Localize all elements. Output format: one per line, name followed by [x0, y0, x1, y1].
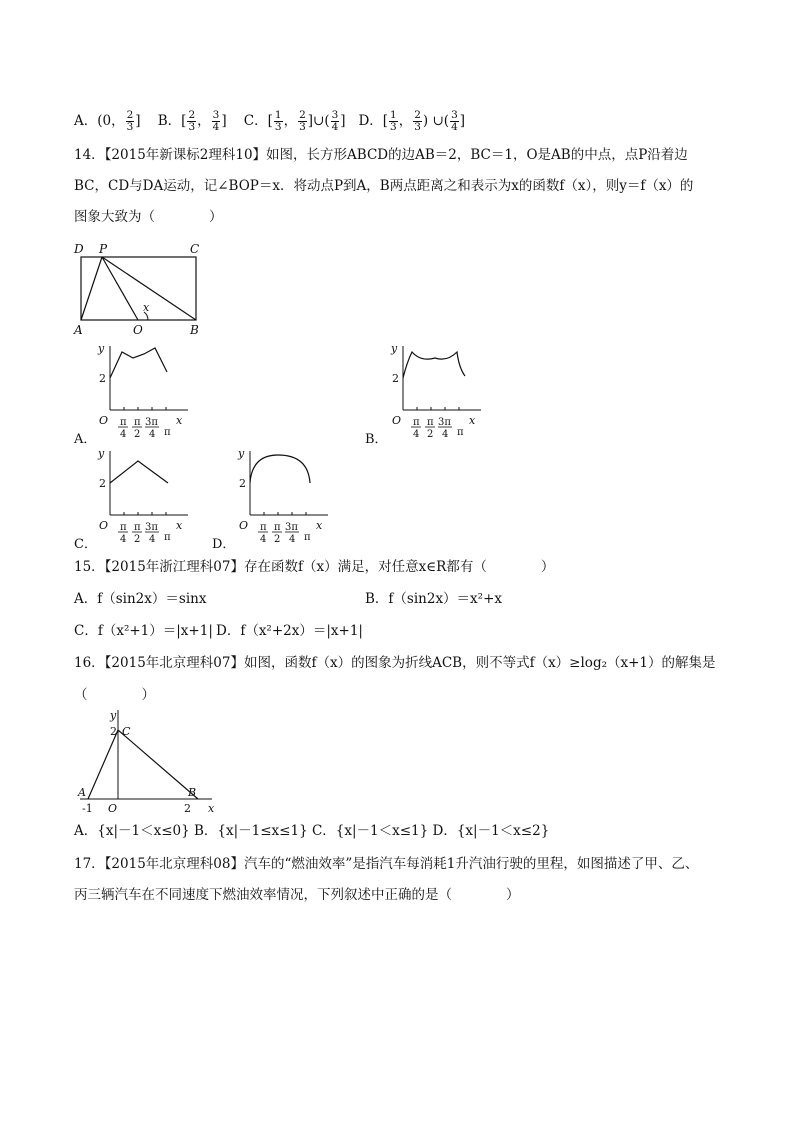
label-o: O [133, 323, 143, 337]
q14-option-c-label: C． [74, 537, 97, 552]
axis-x-label: x [176, 414, 183, 427]
label-a: A [74, 323, 83, 337]
q14-option-b-label: B． [365, 432, 388, 447]
axis-y-label: y [238, 447, 245, 460]
tick-3pi4-den: 4 [149, 429, 156, 440]
tick-pi2-num: π [274, 522, 281, 533]
tick-pi4-num: π [413, 417, 420, 428]
origin-label: O [99, 414, 109, 427]
q13-option-d: D．[ $\frac{1}{3}$ ， $\frac{2}{3}$ ) ∪( $\frac{3}{4}$ ] [358, 109, 466, 133]
tick-pi2-den: 2 [134, 534, 141, 545]
tick-pi4-den: 4 [260, 534, 267, 545]
point-c-label: C [122, 725, 131, 738]
tick-3pi4-num: 3π [145, 417, 158, 428]
q13-option-b: B．[ $\frac{2}{3}$ ， $\frac{3}{4}$ ] [157, 109, 227, 133]
label-x: x [143, 301, 150, 314]
tick-pi-label: π [164, 427, 171, 438]
q16-line-2: （ ） [74, 687, 155, 703]
tick-2-label: 2 [239, 477, 246, 490]
tick-3pi4-num: 3π [438, 417, 451, 428]
origin-label: O [392, 414, 402, 427]
axis-y-label: y [98, 447, 105, 460]
axis-x-label: x [208, 802, 215, 815]
q14-graph-a [90, 340, 210, 440]
tick-3pi4-den: 4 [442, 429, 449, 440]
tick-2-label: 2 [99, 372, 106, 385]
q13-options [74, 108, 465, 134]
tick-pi2-den: 2 [134, 429, 141, 440]
axis-y-label: y [110, 709, 117, 722]
origin-label: O [99, 519, 109, 532]
tick-pi4-num: π [120, 522, 127, 533]
tick-pi2-den: 2 [274, 534, 281, 545]
q15-option-c: C．f（x²+1）＝|x+1| [74, 623, 213, 639]
q14-graph-d [230, 445, 350, 545]
axis-y-label: y [391, 342, 398, 355]
axis-x-label: x [469, 414, 476, 427]
q14-option-a-label: A． [74, 432, 97, 447]
axis-x-label: x [176, 519, 183, 532]
tick-2-label: 2 [392, 372, 399, 385]
tick-pi2-den: 2 [427, 429, 434, 440]
origin-label: O [239, 519, 249, 532]
q17-line-2: 丙三辆汽车在不同速度下燃油效率情况，下列叙述中正确的是（ ） [74, 887, 520, 903]
q14-line-1: 14．【2015年新课标2理科10】如图，长方形ABCD的边AB＝2，BC＝1，O是AB的中点，点P沿着边 [74, 147, 688, 163]
point-b-label: B [188, 786, 197, 799]
q15-option-b: B．f（sin2x）＝x²+x [365, 591, 503, 607]
tick-pi-label: π [457, 427, 464, 438]
tick-x-2-label: 2 [184, 802, 191, 815]
tick-pi-label: π [164, 532, 171, 543]
tick-3pi4-den: 4 [149, 534, 156, 545]
tick-pi4-den: 4 [413, 429, 420, 440]
axis-y-label: y [98, 342, 105, 355]
axis-x-label: x [316, 519, 323, 532]
q14-graph-b [383, 340, 503, 440]
point-a-label: A [78, 786, 86, 799]
q13-option-c: C．[ $\frac{1}{3}$ ， $\frac{2}{3}$ ]∪( $\frac{3}{4}$ ] [243, 109, 346, 133]
tick-pi2-num: π [427, 417, 434, 428]
q15-line-1: 15．【2015年浙江理科07】存在函数f（x）满足，对任意x∈R都有（ ） [74, 559, 555, 575]
tick-pi2-num: π [134, 522, 141, 533]
tick-pi4-den: 4 [120, 534, 127, 545]
origin-label: O [108, 802, 118, 815]
q13-option-a: A．(0， $\frac{2}{3}$ ] [74, 109, 141, 133]
tick-pi-label: π [304, 532, 311, 543]
q14-rectangle-figure [72, 240, 222, 340]
q14-line-3: 图象大致为（ ） [74, 209, 223, 225]
tick-pi4-den: 4 [120, 429, 127, 440]
q15-option-d: D．f（x²+2x）＝|x+1| [216, 623, 363, 639]
tick-pi2-num: π [134, 417, 141, 428]
label-p: P [99, 242, 108, 256]
tick-pi4-num: π [120, 417, 127, 428]
q14-line-2: BC，CD与DA运动，记∠BOP＝x．将动点P到A，B两点距离之和表示为x的函数f（x），则y＝f（x）的 [74, 178, 694, 194]
label-c: C [190, 242, 200, 256]
q14-option-d-label: D． [212, 537, 236, 552]
q16-options: A．{x|－1＜x≤0} B．{x|－1≤x≤1} C．{x|－1＜x≤1} D．{x|－1＜x≤2} [74, 823, 550, 839]
tick-3pi4-den: 4 [289, 534, 296, 545]
q16-line-1: 16．【2015年北京理科07】如图，函数f（x）的图象为折线ACB，则不等式f（x）≥log₂（x+1）的解集是 [74, 655, 716, 671]
q14-graph-c [90, 445, 210, 545]
label-d: D [74, 242, 84, 256]
label-b: B [190, 323, 199, 337]
tick-2-label: 2 [99, 477, 106, 490]
tick-x-neg1-label: -1 [82, 802, 93, 815]
q17-line-1: 17．【2015年北京理科08】汽车的“燃油效率”是指汽车每消耗1升汽油行驶的里程，如图描述了甲、乙、 [74, 856, 699, 872]
q16-graph [72, 708, 232, 818]
q15-option-a: A．f（sin2x）＝sinx [74, 591, 207, 607]
tick-y-2-label: 2 [110, 725, 117, 738]
tick-3pi4-num: 3π [285, 522, 298, 533]
tick-3pi4-num: 3π [145, 522, 158, 533]
tick-pi4-num: π [260, 522, 267, 533]
